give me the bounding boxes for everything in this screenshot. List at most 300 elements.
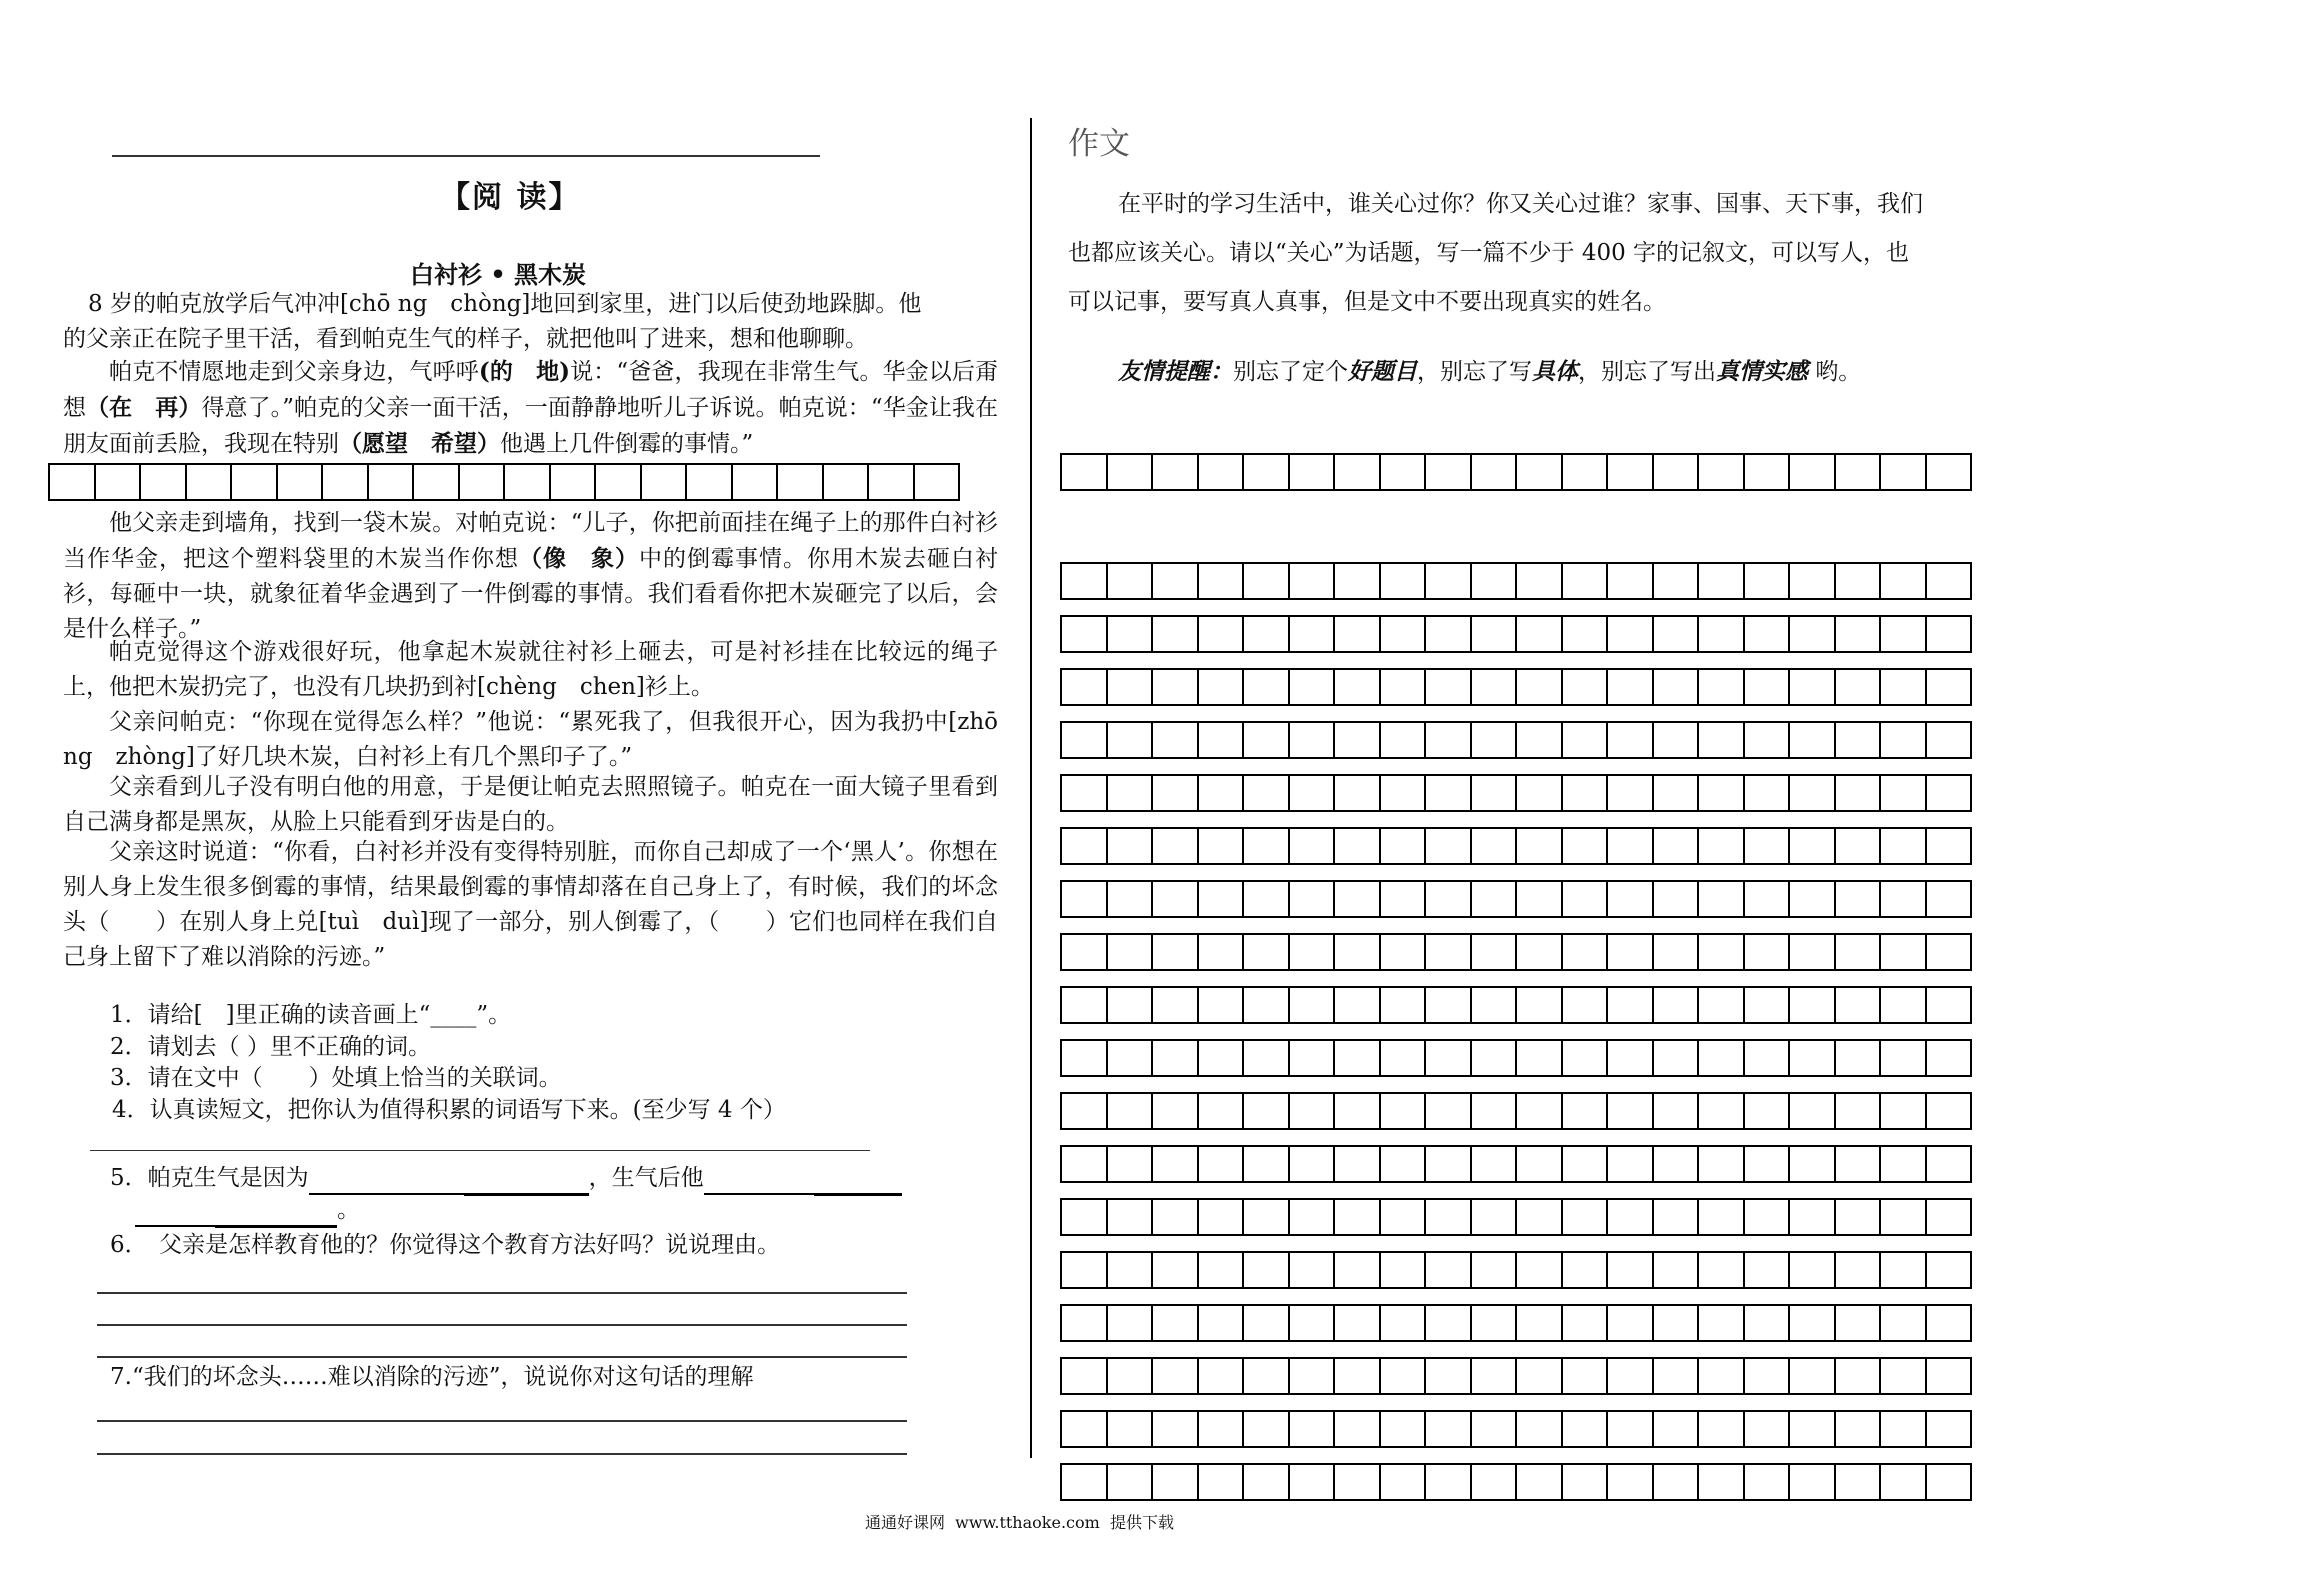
grid-cell[interactable] (1836, 617, 1882, 653)
grid-cell[interactable] (1790, 1200, 1836, 1236)
grid-cell[interactable] (1563, 882, 1609, 918)
grid-cell[interactable] (1472, 670, 1518, 706)
answer-line-6a[interactable] (97, 1292, 907, 1294)
grid-cell[interactable] (1563, 776, 1609, 812)
grid-cell[interactable] (1153, 1465, 1199, 1501)
grid-cell[interactable] (1699, 776, 1745, 812)
grid-cell[interactable] (1608, 882, 1654, 918)
grid-cell[interactable] (1062, 455, 1108, 491)
grid-cell[interactable] (1199, 455, 1245, 491)
grid-cell[interactable] (1062, 935, 1108, 971)
grid-cell[interactable] (1199, 1200, 1245, 1236)
grid-cell[interactable] (1881, 1412, 1927, 1448)
grid-cell[interactable] (1836, 1041, 1882, 1077)
grid-cell[interactable] (1745, 1041, 1791, 1077)
grid-cell[interactable] (1335, 1306, 1381, 1342)
grid-cell[interactable] (1790, 1253, 1836, 1289)
grid-cell[interactable] (1108, 723, 1154, 759)
grid-cell[interactable] (278, 465, 324, 501)
grid-cell[interactable] (1426, 564, 1472, 600)
grid-cell[interactable] (1290, 1041, 1336, 1077)
grid-cell[interactable] (1927, 670, 1973, 706)
grid-cell[interactable] (1472, 776, 1518, 812)
grid-cell[interactable] (1608, 617, 1654, 653)
grid-cell[interactable] (1290, 1465, 1336, 1501)
grid-cell[interactable] (1426, 723, 1472, 759)
grid-cell[interactable] (1563, 564, 1609, 600)
grid-cell[interactable] (1836, 564, 1882, 600)
grid-cell[interactable] (1927, 1253, 1973, 1289)
grid-cell[interactable] (1472, 1200, 1518, 1236)
grid-cell[interactable] (1153, 776, 1199, 812)
grid-cell[interactable] (1062, 1041, 1108, 1077)
grid-cell[interactable] (1836, 776, 1882, 812)
grid-cell[interactable] (1290, 1094, 1336, 1130)
grid-cell[interactable] (1608, 455, 1654, 491)
grid-cell[interactable] (1836, 1465, 1882, 1501)
grid-cell[interactable] (1153, 1041, 1199, 1077)
grid-cell[interactable] (1426, 455, 1472, 491)
grid-cell[interactable] (1335, 617, 1381, 653)
grid-cell[interactable] (1517, 935, 1563, 971)
grid-cell[interactable] (1199, 988, 1245, 1024)
grid-cell[interactable] (869, 465, 915, 501)
grid-cell[interactable] (1381, 935, 1427, 971)
grid-cell[interactable] (1836, 1094, 1882, 1130)
grid-cell[interactable] (1244, 455, 1290, 491)
grid-cell[interactable] (1699, 670, 1745, 706)
grid-cell[interactable] (1472, 1306, 1518, 1342)
grid-cell[interactable] (1108, 1147, 1154, 1183)
grid-cell[interactable] (1335, 723, 1381, 759)
grid-cell[interactable] (1472, 1041, 1518, 1077)
grid-cell[interactable] (1062, 776, 1108, 812)
grid-cell[interactable] (1108, 988, 1154, 1024)
grid-cell[interactable] (1517, 882, 1563, 918)
grid-cell[interactable] (1699, 935, 1745, 971)
grid-cell[interactable] (1381, 988, 1427, 1024)
grid-cell[interactable] (1927, 1465, 1973, 1501)
grid-cell[interactable] (1517, 1200, 1563, 1236)
grid-cell[interactable] (1381, 1041, 1427, 1077)
grid-cell[interactable] (1699, 1147, 1745, 1183)
grid-cell[interactable] (1517, 1147, 1563, 1183)
grid-cell[interactable] (1244, 988, 1290, 1024)
grid-cell[interactable] (1472, 829, 1518, 865)
grid-cell[interactable] (1472, 564, 1518, 600)
grid-cell[interactable] (1426, 882, 1472, 918)
grid-cell[interactable] (1745, 670, 1791, 706)
grid-cell[interactable] (1699, 1465, 1745, 1501)
grid-cell[interactable] (1062, 882, 1108, 918)
grid-cell[interactable] (1426, 1359, 1472, 1395)
grid-cell[interactable] (1745, 1147, 1791, 1183)
grid-cell[interactable] (1927, 723, 1973, 759)
grid-cell[interactable] (1335, 1041, 1381, 1077)
grid-cell[interactable] (460, 465, 506, 501)
grid-cell[interactable] (1881, 617, 1927, 653)
grid-cell[interactable] (141, 465, 187, 501)
grid-cell[interactable] (1426, 1200, 1472, 1236)
grid-cell[interactable] (1836, 1253, 1882, 1289)
grid-cell[interactable] (1244, 564, 1290, 600)
grid-cell[interactable] (1062, 564, 1108, 600)
grid-cell[interactable] (1426, 829, 1472, 865)
grid-cell[interactable] (1517, 1412, 1563, 1448)
grid-cell[interactable] (1199, 1094, 1245, 1130)
grid-cell[interactable] (1881, 1465, 1927, 1501)
grid-cell[interactable] (369, 465, 415, 501)
grid-cell[interactable] (1563, 1306, 1609, 1342)
grid-cell[interactable] (1881, 829, 1927, 865)
grid-cell[interactable] (1426, 1306, 1472, 1342)
grid-cell[interactable] (1881, 1147, 1927, 1183)
grid-cell[interactable] (1290, 1200, 1336, 1236)
grid-cell[interactable] (1745, 882, 1791, 918)
grid-cell[interactable] (1381, 723, 1427, 759)
grid-cell[interactable] (687, 465, 733, 501)
grid-cell[interactable] (1108, 1306, 1154, 1342)
grid-cell[interactable] (1745, 1094, 1791, 1130)
grid-cell[interactable] (1654, 1306, 1700, 1342)
grid-cell[interactable] (323, 465, 369, 501)
grid-cell[interactable] (1927, 564, 1973, 600)
grid-cell[interactable] (1153, 829, 1199, 865)
grid-cell[interactable] (1153, 935, 1199, 971)
grid-cell[interactable] (1563, 1412, 1609, 1448)
grid-cell[interactable] (1699, 1200, 1745, 1236)
grid-cell[interactable] (1881, 1094, 1927, 1130)
grid-cell[interactable] (1654, 617, 1700, 653)
grid-cell[interactable] (1563, 670, 1609, 706)
grid-cell[interactable] (1608, 829, 1654, 865)
grid-cell[interactable] (1654, 1200, 1700, 1236)
grid-cell[interactable] (1244, 935, 1290, 971)
grid-cell[interactable] (1381, 1412, 1427, 1448)
grid-cell[interactable] (1472, 617, 1518, 653)
grid-cell[interactable] (1699, 829, 1745, 865)
grid-cell[interactable] (1881, 882, 1927, 918)
grid-cell[interactable] (1881, 670, 1927, 706)
grid-cell[interactable] (1290, 1359, 1336, 1395)
grid-cell[interactable] (1426, 1094, 1472, 1130)
grid-cell[interactable] (1244, 776, 1290, 812)
grid-cell[interactable] (1199, 935, 1245, 971)
grid-cell[interactable] (1062, 723, 1108, 759)
grid-cell[interactable] (1244, 1200, 1290, 1236)
grid-cell[interactable] (1108, 1200, 1154, 1236)
grid-cell[interactable] (1790, 564, 1836, 600)
grid-cell[interactable] (1199, 1253, 1245, 1289)
grid-cell[interactable] (1381, 1306, 1427, 1342)
grid-cell[interactable] (1335, 882, 1381, 918)
grid-cell[interactable] (1927, 1200, 1973, 1236)
grid-cell[interactable] (1335, 1147, 1381, 1183)
grid-cell[interactable] (1426, 935, 1472, 971)
grid-cell[interactable] (1381, 882, 1427, 918)
grid-cell[interactable] (1881, 455, 1927, 491)
grid-cell[interactable] (1108, 935, 1154, 971)
grid-cell[interactable] (1790, 1412, 1836, 1448)
answer-blank-5c[interactable] (704, 1163, 814, 1195)
grid-cell[interactable] (1699, 455, 1745, 491)
grid-cell[interactable] (1472, 1465, 1518, 1501)
grid-cell[interactable] (1790, 882, 1836, 918)
grid-cell[interactable] (1608, 1306, 1654, 1342)
grid-cell[interactable] (1199, 1465, 1245, 1501)
grid-cell[interactable] (1290, 723, 1336, 759)
grid-cell[interactable] (1881, 1041, 1927, 1077)
grid-cell[interactable] (1381, 1465, 1427, 1501)
grid-cell[interactable] (1199, 829, 1245, 865)
grid-cell[interactable] (1836, 1306, 1882, 1342)
grid-cell[interactable] (1108, 1094, 1154, 1130)
grid-cell[interactable] (1517, 1253, 1563, 1289)
grid-cell[interactable] (1745, 1412, 1791, 1448)
grid-cell[interactable] (642, 465, 688, 501)
grid-cell[interactable] (1927, 1094, 1973, 1130)
grid-cell[interactable] (1062, 1253, 1108, 1289)
grid-cell[interactable] (1335, 670, 1381, 706)
grid-cell[interactable] (1153, 723, 1199, 759)
grid-cell[interactable] (1335, 1359, 1381, 1395)
grid-cell[interactable] (1836, 1412, 1882, 1448)
grid-cell[interactable] (1836, 1147, 1882, 1183)
grid-cell[interactable] (1517, 455, 1563, 491)
grid-cell[interactable] (1745, 1200, 1791, 1236)
grid-cell[interactable] (1836, 935, 1882, 971)
grid-cell[interactable] (1199, 617, 1245, 653)
grid-cell[interactable] (1426, 1147, 1472, 1183)
grid-cell[interactable] (1790, 723, 1836, 759)
grid-cell[interactable] (1381, 1359, 1427, 1395)
grid-cell[interactable] (1290, 1412, 1336, 1448)
grid-cell[interactable] (1699, 1359, 1745, 1395)
grid-cell[interactable] (1654, 1412, 1700, 1448)
grid-cell[interactable] (1654, 723, 1700, 759)
grid-cell[interactable] (1790, 1041, 1836, 1077)
grid-cell[interactable] (1927, 1412, 1973, 1448)
grid-cell[interactable] (1517, 829, 1563, 865)
answer-line-6c[interactable] (97, 1356, 907, 1358)
grid-cell[interactable] (1335, 988, 1381, 1024)
grid-cell[interactable] (1654, 455, 1700, 491)
grid-cell[interactable] (1745, 455, 1791, 491)
grid-cell[interactable] (1062, 617, 1108, 653)
grid-cell[interactable] (50, 465, 96, 501)
grid-cell[interactable] (1745, 1306, 1791, 1342)
grid-cell[interactable] (1927, 829, 1973, 865)
grid-cell[interactable] (1927, 1359, 1973, 1395)
grid-cell[interactable] (1608, 670, 1654, 706)
grid-cell[interactable] (1108, 882, 1154, 918)
grid-cell[interactable] (1790, 1306, 1836, 1342)
grid-cell[interactable] (1927, 935, 1973, 971)
grid-cell[interactable] (1472, 723, 1518, 759)
grid-cell[interactable] (1335, 935, 1381, 971)
grid-cell[interactable] (1608, 1359, 1654, 1395)
grid-cell[interactable] (1290, 1306, 1336, 1342)
grid-cell[interactable] (1517, 776, 1563, 812)
grid-cell[interactable] (1745, 723, 1791, 759)
grid-cell[interactable] (1836, 1200, 1882, 1236)
grid-cell[interactable] (1654, 776, 1700, 812)
grid-cell[interactable] (1426, 1041, 1472, 1077)
grid-cell[interactable] (1881, 1253, 1927, 1289)
answer-blank-5d[interactable] (814, 1163, 902, 1196)
grid-cell[interactable] (1244, 829, 1290, 865)
grid-cell[interactable] (1790, 935, 1836, 971)
grid-cell[interactable] (1244, 670, 1290, 706)
grid-cell[interactable] (1790, 617, 1836, 653)
grid-cell[interactable] (551, 465, 597, 501)
grid-cell[interactable] (1881, 1306, 1927, 1342)
grid-cell[interactable] (1381, 455, 1427, 491)
grid-cell[interactable] (1335, 776, 1381, 812)
grid-cell[interactable] (1517, 670, 1563, 706)
grid-cell[interactable] (1472, 1359, 1518, 1395)
grid-cell[interactable] (1426, 670, 1472, 706)
grid-cell[interactable] (1608, 776, 1654, 812)
grid-cell[interactable] (1335, 1253, 1381, 1289)
grid-cell[interactable] (1790, 776, 1836, 812)
grid-cell[interactable] (1790, 455, 1836, 491)
grid-cell[interactable] (1563, 1253, 1609, 1289)
grid-cell[interactable] (1927, 455, 1973, 491)
grid-cell[interactable] (1153, 988, 1199, 1024)
grid-cell[interactable] (1745, 988, 1791, 1024)
grid-cell[interactable] (1244, 617, 1290, 653)
grid-cell[interactable] (1472, 1253, 1518, 1289)
grid-cell[interactable] (1108, 1253, 1154, 1289)
answer-line-6b[interactable] (97, 1324, 907, 1326)
grid-cell[interactable] (1699, 882, 1745, 918)
grid-cell[interactable] (1563, 1359, 1609, 1395)
grid-cell[interactable] (1062, 1094, 1108, 1130)
grid-cell[interactable] (1335, 564, 1381, 600)
grid-cell[interactable] (1062, 1147, 1108, 1183)
grid-cell[interactable] (1290, 617, 1336, 653)
grid-cell[interactable] (1290, 564, 1336, 600)
grid-cell[interactable] (1108, 670, 1154, 706)
grid-cell[interactable] (1654, 882, 1700, 918)
grid-cell[interactable] (1836, 723, 1882, 759)
grid-cell[interactable] (1244, 1306, 1290, 1342)
grid-cell[interactable] (1608, 1253, 1654, 1289)
grid-cell[interactable] (1062, 988, 1108, 1024)
grid-cell[interactable] (1244, 723, 1290, 759)
grid-cell[interactable] (1881, 776, 1927, 812)
grid-cell[interactable] (1153, 1306, 1199, 1342)
grid-cell[interactable] (1062, 1306, 1108, 1342)
grid-cell[interactable] (824, 465, 870, 501)
grid-cell[interactable] (1153, 1359, 1199, 1395)
grid-cell[interactable] (1563, 455, 1609, 491)
grid-cell[interactable] (1608, 1041, 1654, 1077)
grid-cell[interactable] (1881, 1200, 1927, 1236)
grid-cell[interactable] (1563, 935, 1609, 971)
grid-cell[interactable] (596, 465, 642, 501)
grid-cell[interactable] (1563, 1465, 1609, 1501)
grid-cell[interactable] (1927, 1147, 1973, 1183)
grid-cell[interactable] (1199, 1359, 1245, 1395)
grid-cell[interactable] (96, 465, 142, 501)
grid-cell[interactable] (1745, 1465, 1791, 1501)
grid-cell[interactable] (1745, 776, 1791, 812)
grid-cell[interactable] (1517, 988, 1563, 1024)
grid-cell[interactable] (1472, 1412, 1518, 1448)
grid-cell[interactable] (1153, 617, 1199, 653)
answer-line-7a[interactable] (97, 1420, 907, 1422)
grid-cell[interactable] (1381, 1094, 1427, 1130)
grid-cell[interactable] (232, 465, 278, 501)
grid-cell[interactable] (1608, 1147, 1654, 1183)
grid-cell[interactable] (1517, 723, 1563, 759)
grid-cell[interactable] (1381, 1253, 1427, 1289)
grid-cell[interactable] (1290, 988, 1336, 1024)
grid-cell[interactable] (1108, 776, 1154, 812)
grid-cell[interactable] (1517, 617, 1563, 653)
grid-cell[interactable] (1244, 1253, 1290, 1289)
grid-cell[interactable] (1199, 564, 1245, 600)
grid-cell[interactable] (1563, 829, 1609, 865)
grid-cell[interactable] (1881, 935, 1927, 971)
grid-cell[interactable] (1244, 1359, 1290, 1395)
grid-cell[interactable] (1426, 1412, 1472, 1448)
grid-cell[interactable] (1153, 564, 1199, 600)
grid-cell[interactable] (1881, 564, 1927, 600)
grid-cell[interactable] (1199, 670, 1245, 706)
grid-cell[interactable] (1062, 1465, 1108, 1501)
grid-cell[interactable] (1790, 829, 1836, 865)
grid-cell[interactable] (1563, 723, 1609, 759)
grid-cell[interactable] (1244, 1147, 1290, 1183)
answer-blank-5f[interactable] (215, 1195, 337, 1228)
grid-cell[interactable] (1335, 1412, 1381, 1448)
grid-cell[interactable] (1881, 723, 1927, 759)
grid-cell[interactable] (1836, 882, 1882, 918)
grid-cell[interactable] (1563, 1147, 1609, 1183)
grid-cell[interactable] (1335, 1094, 1381, 1130)
grid-cell[interactable] (1790, 1465, 1836, 1501)
grid-cell[interactable] (1517, 1306, 1563, 1342)
grid-cell[interactable] (1654, 1041, 1700, 1077)
grid-cell[interactable] (1426, 617, 1472, 653)
grid-cell[interactable] (1472, 935, 1518, 971)
grid-cell[interactable] (1199, 1147, 1245, 1183)
grid-cell[interactable] (1381, 617, 1427, 653)
grid-cell[interactable] (1699, 988, 1745, 1024)
grid-cell[interactable] (1062, 1200, 1108, 1236)
grid-cell[interactable] (1563, 1200, 1609, 1236)
grid-cell[interactable] (1472, 882, 1518, 918)
grid-cell[interactable] (1699, 1253, 1745, 1289)
grid-cell[interactable] (1381, 564, 1427, 600)
grid-cell[interactable] (1153, 670, 1199, 706)
grid-cell[interactable] (1836, 1359, 1882, 1395)
grid-cell[interactable] (1745, 935, 1791, 971)
grid-cell[interactable] (1153, 1147, 1199, 1183)
grid-cell[interactable] (1244, 1094, 1290, 1130)
grid-cell[interactable] (1927, 1306, 1973, 1342)
grid-cell[interactable] (505, 465, 551, 501)
grid-cell[interactable] (1699, 1306, 1745, 1342)
grid-cell[interactable] (1062, 1412, 1108, 1448)
grid-cell[interactable] (1290, 1147, 1336, 1183)
grid-cell[interactable] (1927, 776, 1973, 812)
grid-cell[interactable] (1199, 882, 1245, 918)
grid-cell[interactable] (1290, 455, 1336, 491)
